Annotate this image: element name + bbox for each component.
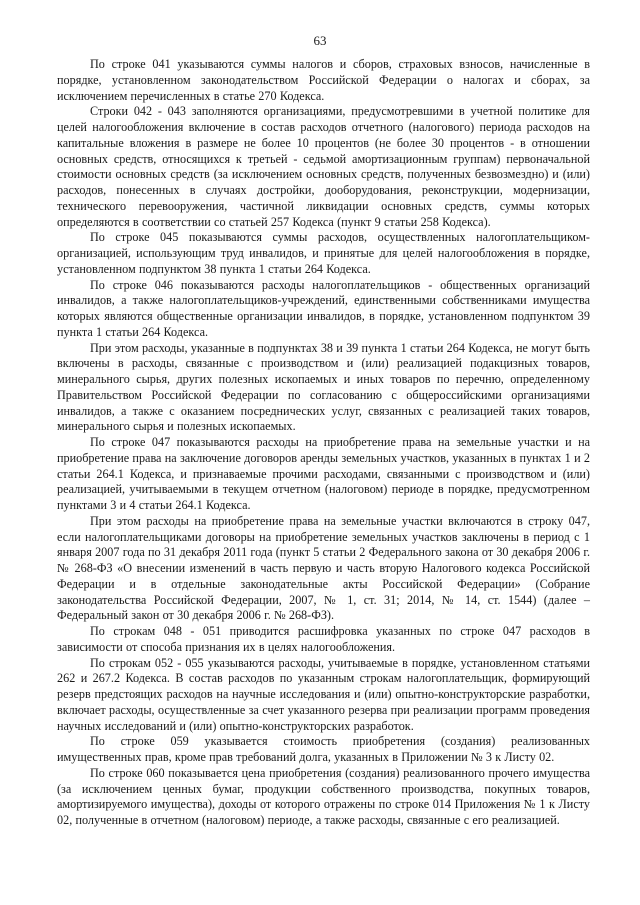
document-body — [57, 57, 590, 829]
paragraph-line-041: По строке 041 указываются суммы налогов и сборов, страховых взносов, начисленные в порядке, установленном законодательством Российской Федерации о налогах и сборах, за исключением перечисленных в статье 270 Кодекса. — [57, 57, 590, 103]
paragraph-lines-048-051: По строкам 048 - 051 приводится расшифровка указанных по строке 047 расходов в зависимости от способа признания их в целях налогообложения. — [57, 624, 590, 654]
paragraph-land-rights: При этом расходы на приобретение права на земельные участки включаются в строку 047, если налогоплательщиками договоры на приобретение земельных участков заключены в период с 1 января 2007 года по 31 декабря 2011 года (пункт 5 статьи 2 Федерального закона от 30 декабря 2006 г. № 268-ФЗ «О внесении изменений в часть первую и часть вторую Налогового кодекса Российской Федерации и в отдельные законодательные акты Российской Федерации» (Собрание законодательства Российской Федерации, 2007, № 1, ст. 31; 2014, № 14, ст. 1544) (далее – Федеральный закон от 30 декабря 2006 г. № 268-ФЗ). — [57, 513, 590, 623]
page-number: 63 — [313, 33, 327, 48]
paragraph-lines-042-043: Строки 042 - 043 заполняются организациями, предусмотревшими в учетной политике для целей налогообложения включение в состав расходов отчетного (налогового) периода расходов на капитальные вложения в размере не более 10 процентов (не более 30 процентов - в отношении основных средств, относящихся к третьей - седьмой амортизационным группам) первоначальной стоимости основных средств (за исключением основных средств, полученных безвозмездно) и (или) расходов, понесенных в случаях достройки, дооборудования, реконструкции, модернизации, технического перевооружения, частичной ликвидации основных средств, суммы которых определяются в соответствии со статьей 257 Кодекса (пункт 9 статьи 258 Кодекса). — [57, 104, 590, 229]
paragraph-expenses-restriction: При этом расходы, указанные в подпунктах 38 и 39 пункта 1 статьи 264 Кодекса, не могут быть включены в расходы, связанные с производством и (или) реализацией подакцизных товаров, минерального сырья, других полезных ископаемых и иных товаров по перечню, определенному Правительством Российской Федерации по согласованию с общероссийскими организациями инвалидов, а также с оказанием посреднических услуг, связанных с реализацией таких товаров, минерального сырья и полезных ископаемых. — [57, 340, 590, 434]
paragraph-lines-052-055: По строкам 052 - 055 указываются расходы, учитываемые в порядке, установленном статьями 262 и 267.2 Кодекса. В состав расходов по указанным строкам налогоплательщик, формирующий резерв предстоящих расходов на научные исследования и (или) опытно-конструкторские разработки, включает расходы, осуществленные за счет указанного резерва при реализации программ проведения научных исследований и (или) опытно-конструкторских разработок. — [57, 655, 590, 733]
paragraph-line-060: По строке 060 показывается цена приобретения (создания) реализованного прочего имущества (за исключением ценных бумаг, продукции собственного производства, покупных товаров, амортизируемого имущества), доходы от которого отражены по строке 014 Приложения № 1 к Листу 02, полученные в отчетном (налоговом) периоде, а также расходы, связанные с его реализацией. — [57, 765, 590, 827]
paragraph-line-047: По строке 047 показываются расходы на приобретение права на земельные участки и на приобретение права на заключение договоров аренды земельных участков, указанных в пунктах 1 и 2 статьи 264.1 Кодекса, и признаваемые прочими расходами, связанными с производством и (или) реализацией, учитываемыми в текущем отчетном (налоговом) периоде в порядке, предусмотренном пунктами 3 и 4 статьи 264.1 Кодекса. — [57, 435, 590, 512]
paragraph-line-046: По строке 046 показываются расходы налогоплательщиков - общественных организаций инвалидов, а также налогоплательщиков-учреждений, единственными собственниками имущества которых являются общественные организации инвалидов, в порядке, установленном подпунктом 39 пункта 1 статьи 264 Кодекса. — [57, 277, 590, 339]
paragraph-line-045: По строке 045 показываются суммы расходов, осуществленных налогоплательщиком-организацией, использующим труд инвалидов, и принятые для целей налогообложения в порядке, установленном подпунктом 38 пункта 1 статьи 264 Кодекса. — [57, 230, 590, 276]
paragraph-line-059: По строке 059 указывается стоимость приобретения (создания) реализованных имущественных прав, кроме прав требований долга, указанных в Приложении № 3 к Листу 02. — [57, 734, 590, 764]
